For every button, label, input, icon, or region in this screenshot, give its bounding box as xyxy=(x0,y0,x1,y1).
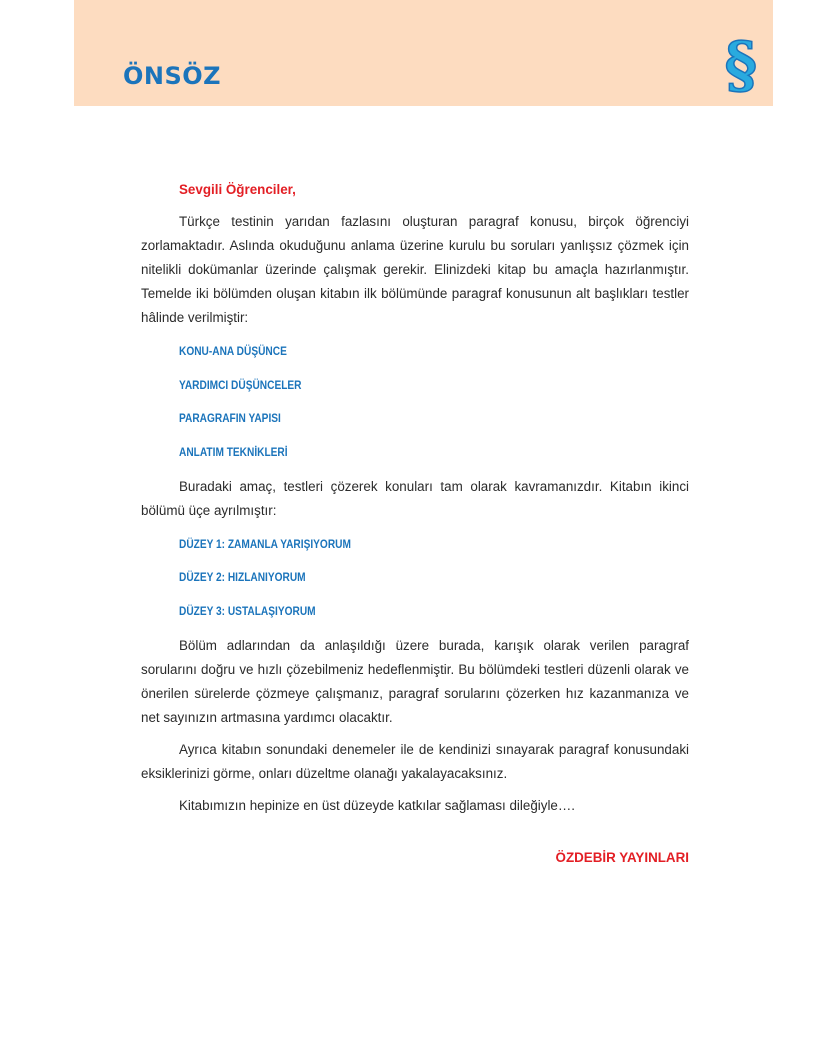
topic-item: YARDIMCI DÜŞÜNCELER xyxy=(179,377,302,392)
topic-item: ANLATIM TEKNİKLERİ xyxy=(179,444,288,459)
preface-body xyxy=(141,178,689,870)
header-band xyxy=(74,0,773,106)
second-paragraph: Buradaki amaç, testleri çözerek konuları tam olarak kavramanızdır. Kitabın ikinci bölümü üçe ayrılmıştır: xyxy=(141,478,689,518)
level-item: DÜZEY 3: USTALAŞIYORUM xyxy=(179,603,316,618)
level-list xyxy=(141,535,689,620)
topic-item: KONU-ANA DÜŞÜNCE xyxy=(179,344,287,358)
body-paragraph: Bölüm adlarından da anlaşıldığı üzere burada, karışık olarak verilen paragraf sorularını doğru ve hızlı çözebilmeniz hedeflenmiştir. Bu bölümdeki testleri düzenli olarak ve önerilen sürelerde çözmeye çalışmanız, paragraf sorularını çözerken hız kazanmanıza ve net sayınızın artmasına yardımcı olacaktır. xyxy=(141,637,689,725)
salutation: Sevgili Öğrenciler, xyxy=(179,182,296,197)
closing-paragraph: Kitabımızın hepinize en üst düzeyde katkılar sağlaması dileğiyle…. xyxy=(179,797,575,813)
section-sign-icon: § xyxy=(724,28,757,101)
page-title: ÖNSÖZ xyxy=(123,62,222,90)
intro-paragraph: Türkçe testinin yarıdan fazlasını oluşturan paragraf konusu, birçok öğrenciyi zorlamaktadır. Aslında okuduğunu anlama üzerine kurulu bu soruları yanlışsız çözmek için nitelikli dokümanlar üzerinde çalışmak gerekir. Elinizdeki kitap bu amaçla hazırlanmıştır. Temelde iki bölümden oluşan kitabın ilk bölümünde paragraf konusunun alt başlıkları testler hâlinde verilmiştir: xyxy=(141,214,689,325)
publisher-signature: ÖZDEBİR YAYINLARI xyxy=(555,849,689,865)
level-item: DÜZEY 2: HIZLANIYORUM xyxy=(179,570,306,584)
topic-item: PARAGRAFIN YAPISI xyxy=(179,411,281,425)
topic-list xyxy=(141,342,689,461)
level-item: DÜZEY 1: ZAMANLA YARIŞIYORUM xyxy=(179,536,351,551)
body-paragraph: Ayrıca kitabın sonundaki denemeler ile de kendinizi sınayarak paragraf konusundaki eksiklerinizi görme, onları düzeltme olanağı yakalayacaksınız. xyxy=(141,741,689,781)
